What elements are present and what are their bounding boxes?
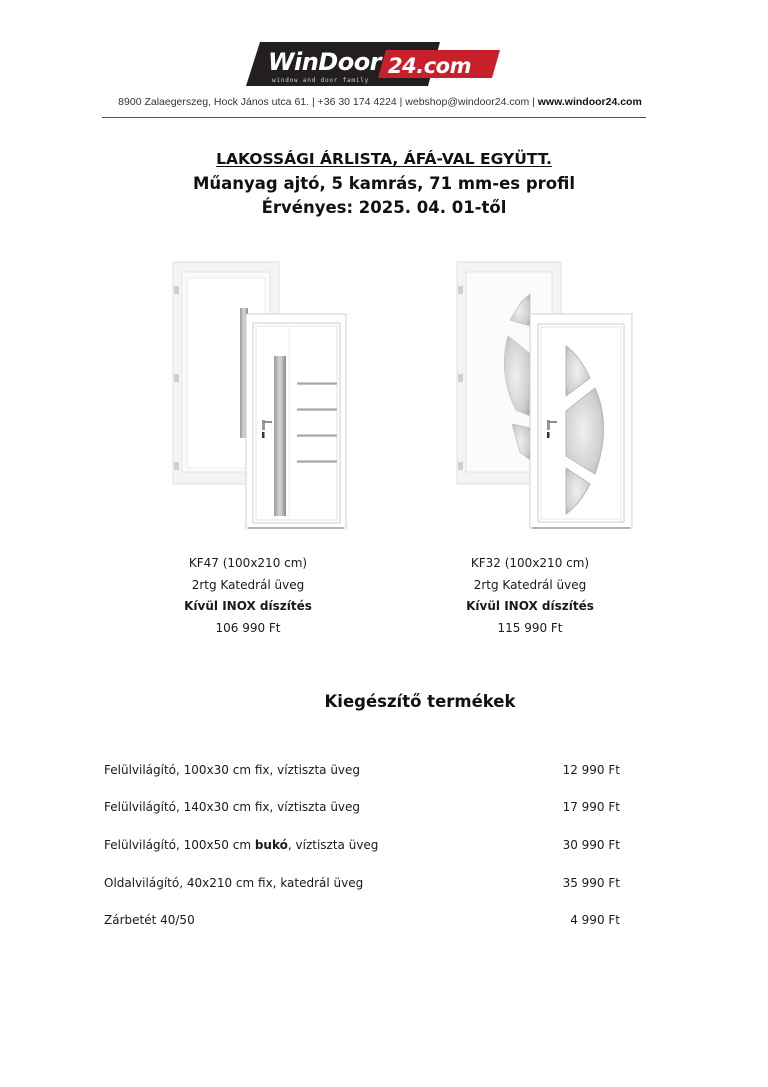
contact-website[interactable]: www.windoor24.com [537,96,642,108]
accessory-price: 17 990 Ft [562,800,620,814]
door-kf32-image [450,256,636,530]
accessory-name: Felülvilágító, 100x30 cm fix, víztiszta üveg [104,763,361,777]
accessory-price: 35 990 Ft [562,876,620,890]
validity-date: Érvényes: 2025. 04. 01-től [261,198,507,217]
accessory-name: Zárbetét 40/50 [104,913,195,927]
windoor24-logo [246,42,502,86]
product-model: KF47 (100x210 cm) [188,556,308,570]
door-kf47-image [168,256,348,530]
contact-address: 8900 Zalaegerszeg, Hock János utca 61. [118,96,310,108]
accessory-row [104,913,620,933]
logo-brand-main: WinDoor [268,48,382,76]
accessory-row [104,876,620,896]
contact-phone[interactable]: +36 30 174 4224 [317,96,397,108]
product-subtitle: Műanyag ajtó, 5 kamrás, 71 mm-es profil [192,174,575,193]
product-price: 106 990 Ft [215,620,281,635]
accessory-price: 12 990 Ft [562,763,620,777]
logo-tagline: window and door family [272,77,370,84]
product-glass: 2rtg Katedrál üveg [191,577,305,592]
accessory-price: 4 990 Ft [570,913,620,927]
accessory-row [104,800,620,820]
accessories-heading: Kiegészítő termékek [324,692,516,711]
accessory-row [104,838,620,858]
product-price: 115 990 Ft [497,620,563,635]
separator: | [529,96,538,108]
accessory-name: Felülvilágító, 140x30 cm fix, víztiszta üveg [104,800,361,814]
contact-line [100,96,660,108]
price-list-title: LAKOSSÁGI ÁRLISTA, ÁFÁ-VAL EGYÜTT. [216,150,552,168]
separator: | [309,96,318,108]
accessory-name: Felülvilágító, 100x50 cm bukó, víztiszta üveg [104,838,379,852]
product-glass: 2rtg Katedrál üveg [473,577,587,592]
header-divider [102,117,646,118]
separator: | [396,96,406,108]
accessory-row [104,763,620,783]
product-decoration: Kívül INOX díszítés [466,599,594,613]
product-model: KF32 (100x210 cm) [470,556,590,570]
logo-brand-suffix: 24.com [388,54,471,78]
contact-email[interactable]: webshop@windoor24.com [405,96,530,108]
product-caption-kf47 [148,553,348,639]
accessory-name: Oldalvilágító, 40x210 cm fix, katedrál üveg [104,876,364,890]
product-decoration: Kívül INOX díszítés [184,599,312,613]
product-caption-kf32 [430,553,630,639]
accessory-price: 30 990 Ft [562,838,620,852]
